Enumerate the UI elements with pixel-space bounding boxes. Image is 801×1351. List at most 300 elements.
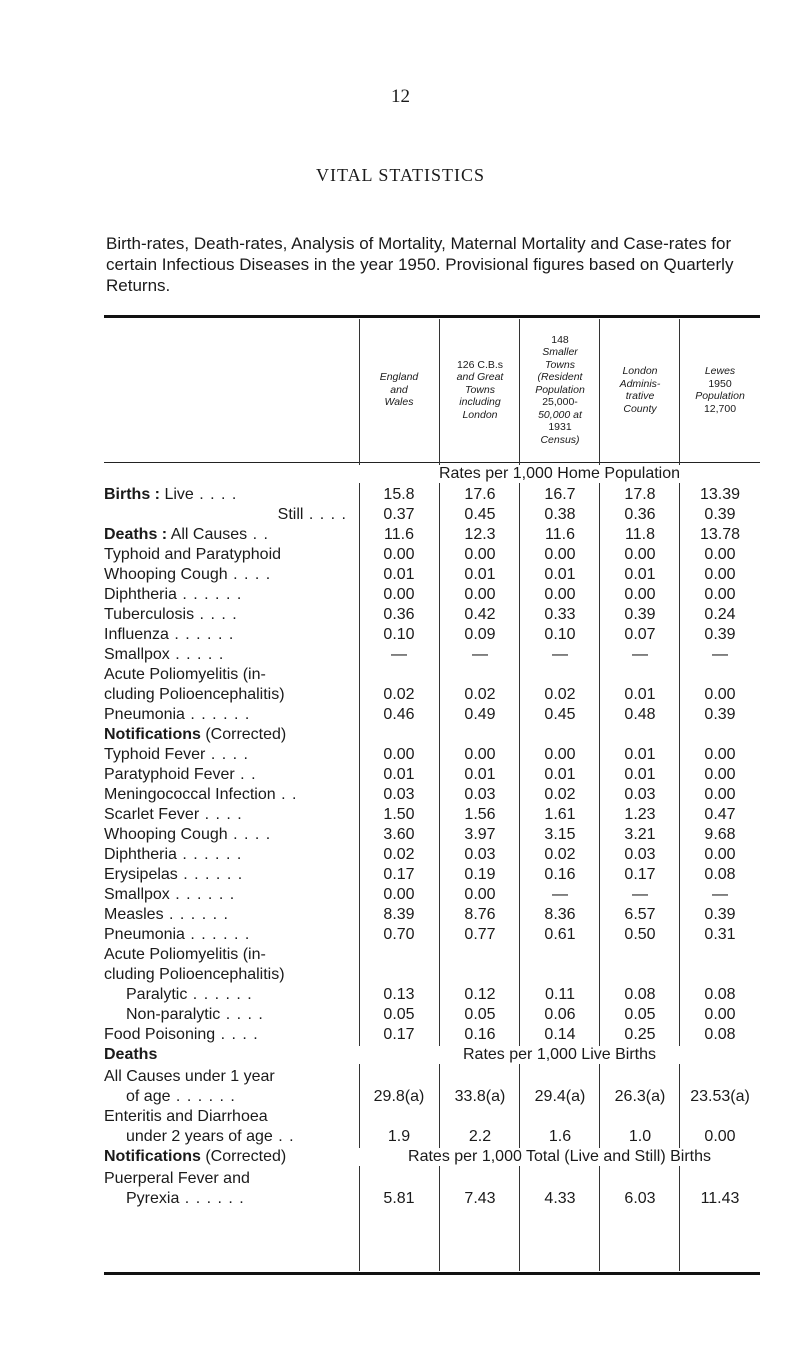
row-label-text: Acute Poliomyelitis (in- [104,946,266,963]
row-label [104,726,359,744]
table-cell: 11.6 [384,526,414,543]
table-cell: 0.31 [704,926,736,943]
leader-dots: . . [247,526,269,543]
row-label [104,686,359,704]
table-cell: 0.00 [704,846,736,863]
intro-paragraph: Birth-rates, Death-rates, Analysis of Mortality, Maternal Mortality and Case-rates for certain Infectious Diseases in the year 1950. Provisional figures based on Quarterly Returns. [106,234,734,295]
row-label-text: Still [277,506,304,523]
column-header-line: Adminis- [619,377,661,390]
table-row [104,806,760,826]
table-cell: 0.39 [704,506,736,523]
table-row [104,1068,760,1088]
table-row [104,1088,760,1108]
table-row [104,986,760,1006]
table-row [104,686,760,706]
row-label-text: Paralytic [126,986,188,1003]
page-number: 12 [391,86,410,107]
row-label-text: Diphtheria [104,846,177,863]
table-cell: 0.19 [464,866,496,883]
table-cell: — [632,886,648,903]
table-cell: 29.4(a) [534,1088,586,1105]
column-header-line: Wales [384,396,414,409]
table-cell: 0.17 [383,866,415,883]
table-cell: 8.36 [544,906,576,923]
row-label-rest: (Corrected) [200,1148,287,1165]
table-cell: 0.70 [383,926,415,943]
table-row [104,1026,760,1046]
column-header-line: and [390,383,408,396]
table-cell: 0.00 [383,886,415,903]
table-row [104,526,760,546]
table-cell: 3.97 [464,826,496,843]
table-bottom-rule [104,1272,760,1275]
leader-dots: . . . . [215,1026,259,1043]
row-label-text: Non-paralytic [126,1006,221,1023]
table-row [104,1128,760,1148]
column-header-line: London [622,365,658,377]
table-cell: 0.12 [464,986,496,1003]
table-cell: 0.01 [544,766,576,783]
table-cell: 0.03 [624,786,656,803]
table-cell: 8.76 [464,906,496,923]
table-cell: 15.8 [383,486,415,503]
table-cell: 0.03 [464,846,496,863]
row-label-text: Erysipelas [104,866,178,883]
table-cell: 0.02 [544,786,576,803]
row-label-text: Smallpox [104,646,170,663]
row-label-text: Typhoid Fever [104,746,206,763]
row-label-text: Influenza [104,626,169,643]
row-label [104,826,359,844]
row-label-text: Pneumonia [104,926,185,943]
row-label [104,526,359,544]
leader-dots: . . . . [220,1006,264,1023]
table-row [104,626,760,646]
table-cell: 11.8 [625,526,655,543]
table-row [104,846,760,866]
row-label [104,706,359,724]
table-cell: 0.02 [544,686,576,703]
table-cell: 0.02 [383,686,415,703]
row-label [104,766,359,784]
row-label-text: Scarlet Fever [104,806,200,823]
table-row [104,1006,760,1026]
row-label [104,986,381,1004]
table-cell: 0.00 [464,546,496,563]
table-cell: 0.42 [464,606,496,623]
table-cell: — [712,886,728,903]
table-cell: 0.37 [383,506,415,523]
table-cell: 7.43 [464,1190,496,1207]
row-label [104,486,359,504]
rate-basis-header: Rates per 1,000 Total (Live and Still) Births [359,1148,760,1166]
table-cell: 0.10 [544,626,576,643]
table-top-rule [104,315,760,318]
table-cell: 0.00 [383,746,415,763]
row-label-text: Food Poisoning [104,1026,216,1043]
table-cell: 0.33 [544,606,576,623]
column-header-line: Population [535,383,585,396]
row-label [104,806,359,824]
table-cell: — [472,646,488,663]
column-header-line: Towns [545,358,575,371]
row-label [104,926,359,944]
table-cell: 12.3 [464,526,496,543]
table-cell: — [552,646,568,663]
row-label [104,566,359,584]
column-header-line: 1931 [548,421,572,434]
table-cell: 0.50 [624,926,656,943]
column-header-line: England [379,371,419,384]
row-label [104,646,359,664]
column-header-line: Smaller [542,346,578,359]
table-cell: 0.08 [704,866,736,883]
leader-dots: . . . . . [169,646,225,663]
leader-dots: . . . . [193,486,238,503]
table-cell: 5.81 [383,1190,415,1207]
table-cell: 0.11 [545,986,575,1003]
row-label [104,506,347,524]
table-cell: 0.00 [704,746,736,763]
row-label [104,1128,381,1146]
table-cell: 0.49 [464,706,496,723]
table-cell: 0.00 [704,786,736,803]
column-header-line: 50,000 at [538,408,582,421]
table-cell: 0.46 [383,706,415,723]
table-cell: 29.8(a) [373,1088,425,1105]
leader-dots: . . . . [227,566,272,583]
row-label-text: Meningococcal Infection [104,786,276,803]
table-cell: 0.03 [383,786,415,803]
table-cell: 3.60 [383,826,415,843]
table-cell: 0.03 [624,846,656,863]
table-cell: 6.57 [624,906,656,923]
table-cell: 0.08 [624,986,656,1003]
table-cell: 4.33 [544,1190,576,1207]
table-cell: 0.01 [624,766,656,783]
leader-dots: . . . . . . [177,866,244,883]
table-row [104,666,760,686]
table-row [104,826,760,846]
table-cell: — [632,646,648,663]
table-cell: 3.15 [544,826,576,843]
leader-dots: . . . . [194,606,238,623]
table-cell: 11.6 [545,526,575,543]
rate-basis-header: Rates per 1,000 Live Births [359,1046,760,1064]
table-cell: 1.50 [383,806,415,823]
table-cell: 0.00 [704,1006,736,1023]
table-row [104,1170,760,1190]
row-label [104,1190,381,1208]
row-label [104,886,359,904]
table-cell: 17.6 [464,486,496,503]
table-cell: 0.61 [544,926,576,943]
row-label-rest: Live [160,486,194,503]
column-header-line: 148 [551,333,569,346]
column-header-line: 12,700 [703,402,737,415]
table-row [104,606,760,626]
row-label [104,866,359,884]
table-cell: 0.03 [464,786,496,803]
column-header [359,321,439,459]
table-row [104,506,760,526]
column-header [440,321,520,459]
table-cell: 0.00 [704,566,736,583]
table-cell: 0.10 [383,626,415,643]
table-cell: 0.00 [704,686,736,703]
table-cell: 0.02 [544,846,576,863]
table-cell: 0.07 [624,626,656,643]
table-cell: — [552,886,568,903]
row-label-rest: (Corrected) [200,726,287,743]
table-cell: 23.53(a) [690,1088,750,1105]
table-row [104,906,760,926]
column-header-line: Lewes [704,365,736,377]
table-row [104,566,760,586]
row-label [104,846,359,864]
table-cell: 0.00 [544,586,576,603]
table-cell: 9.68 [704,826,736,843]
row-label-text: Typhoid and Paratyphoid [104,546,282,563]
table-cell: 0.16 [544,866,576,883]
column-header [680,321,760,459]
row-label-heading: Births : [104,486,160,503]
row-label-text: Pneumonia [104,706,185,723]
leader-dots: . . . . [303,506,347,523]
table-cell: 1.6 [548,1128,572,1145]
table-cell: 0.45 [464,506,496,523]
table-row [104,766,760,786]
row-label-text: Measles [104,906,164,923]
leader-dots: . . . . . . [184,706,251,723]
row-label [104,1006,381,1024]
rate-basis-header: Rates per 1,000 Home Population [359,465,760,483]
table-cell: 0.77 [464,926,496,943]
table-cell: 0.36 [624,506,656,523]
table-cell: 6.03 [624,1190,656,1207]
table-cell: — [391,646,407,663]
table-cell: 0.38 [544,506,576,523]
table-cell: 0.01 [624,566,656,583]
table-cell: 1.56 [464,806,496,823]
table-cell: 0.00 [704,546,736,563]
row-label-text: Puerperal Fever and [104,1170,250,1187]
row-label [104,626,359,644]
table-cell: 1.9 [387,1128,411,1145]
row-label [104,1068,359,1086]
row-label-heading: Deaths : [104,526,168,543]
row-label-heading: Notifications [104,1148,201,1165]
table-cell: 0.00 [624,586,656,603]
table-cell: 0.06 [544,1006,576,1023]
table-cell: 0.39 [624,606,656,623]
column-header [520,321,600,459]
table-row [104,866,760,886]
table-cell: 0.36 [383,606,415,623]
table-cell: — [712,646,728,663]
table-row [104,546,760,566]
row-label-text: All Causes under 1 year [104,1068,275,1085]
row-label-text: cluding Polioencephalitis) [104,966,285,983]
row-label [104,1148,359,1166]
row-label [104,786,359,804]
row-label [104,606,359,624]
table-cell: 0.08 [704,986,736,1003]
row-label [104,1026,359,1044]
table-cell: 0.05 [383,1006,415,1023]
table-cell: 0.01 [383,566,415,583]
column-header-line: trative [625,390,655,402]
table-cell: 0.39 [704,626,736,643]
table-row [104,646,760,666]
column-header-line: 126 C.B.s [456,358,504,371]
table-cell: 0.00 [704,1128,736,1145]
table-row [104,1108,760,1128]
column-header-line: County [623,402,657,415]
row-label-text: Paratyphoid Fever [104,766,235,783]
table-cell: 8.39 [383,906,415,923]
table-row [104,786,760,806]
table-row [104,586,760,606]
table-cell: 0.17 [624,866,656,883]
row-label-text: Whooping Cough [104,826,228,843]
column-header [600,321,680,459]
table-row [104,946,760,966]
leader-dots: . . . . . . [169,886,236,903]
leader-dots: . . [234,766,257,783]
table-cell: 13.39 [699,486,741,503]
table-cell: 26.3(a) [614,1088,666,1105]
leader-dots: . . [275,786,298,803]
table-cell: 0.00 [464,586,496,603]
row-label [104,666,359,684]
row-label [104,586,359,604]
row-label-text: cluding Polioencephalitis) [104,686,285,703]
table-cell: 0.02 [383,846,415,863]
table-cell: 11.43 [700,1190,740,1207]
table-cell: 0.00 [464,746,496,763]
table-cell: 0.14 [544,1026,576,1043]
column-header-line: 1950 [708,377,732,390]
table-row [104,886,760,906]
table-cell: 16.7 [544,486,576,503]
row-label-heading: Deaths [104,1046,158,1063]
row-label-heading: Notifications [104,726,201,743]
row-label [104,1108,359,1126]
leader-dots: . . . . . . [179,1190,245,1207]
table-row [104,1190,760,1210]
table-cell: 0.16 [464,1026,496,1043]
column-header-line: 25,000- [542,396,578,409]
row-label [104,746,359,764]
leader-dots: . . . . . . [176,846,243,863]
row-label-text: of age [126,1088,171,1105]
leader-dots: . . . . . . [176,586,243,603]
table-cell: 0.13 [383,986,415,1003]
leader-dots: . . [272,1128,295,1145]
table-cell: 0.00 [464,886,496,903]
table-cell: 0.01 [624,686,656,703]
leader-dots: . . . . . . [168,626,235,643]
table-row [104,926,760,946]
row-label [104,906,359,924]
table-cell: 0.01 [464,766,496,783]
table-cell: 0.00 [544,746,576,763]
table-cell: 2.2 [468,1128,492,1145]
column-header-line: and Great [456,371,504,384]
row-label [104,1046,359,1064]
table-cell: 0.24 [704,606,736,623]
table-row [104,726,760,746]
row-label [104,1170,359,1188]
table-cell: 0.00 [383,546,415,563]
leader-dots: . . . . . . [184,926,251,943]
table-cell: 1.0 [628,1128,652,1145]
row-label [104,946,359,964]
row-label-text: under 2 years of age [126,1128,273,1145]
table-cell: 0.02 [464,686,496,703]
leader-dots: . . . . . . [170,1088,236,1105]
table-cell: 0.08 [704,1026,736,1043]
row-label-text: Smallpox [104,886,170,903]
table-cell: 0.17 [383,1026,415,1043]
column-header-line: (Resident [537,371,583,384]
table-row [104,486,760,506]
table-cell: 0.05 [464,1006,496,1023]
column-header-line: including [459,396,501,409]
table-row [104,746,760,766]
table-cell: 3.21 [624,826,656,843]
row-label [104,1088,381,1106]
table-row [104,966,760,986]
table-cell: 0.01 [624,746,656,763]
table-cell: 0.09 [464,626,496,643]
row-label-text: Pyrexia [126,1190,180,1207]
table-row [104,706,760,726]
column-header-line: London [462,408,498,421]
row-label [104,546,359,564]
row-label-text: Whooping Cough [104,566,228,583]
column-header-line: Population [695,390,745,402]
row-label-rest: All Causes [167,526,248,543]
table-cell: 0.00 [544,546,576,563]
table-cell: 0.48 [624,706,656,723]
table-cell: 17.8 [624,486,656,503]
row-label-text: Tuberculosis [104,606,195,623]
table-cell: 1.23 [624,806,656,823]
row-label [104,966,359,984]
table-cell: 1.61 [544,806,576,823]
header-rule [104,462,760,463]
leader-dots: . . . . [205,746,249,763]
table-cell: 0.45 [544,706,576,723]
table-cell: 13.78 [699,526,741,543]
table-cell: 33.8(a) [454,1088,506,1105]
page-title: VITAL STATISTICS [316,165,485,185]
table-cell: 0.25 [624,1026,656,1043]
table-cell: 0.39 [704,706,736,723]
table-cell: 0.01 [383,766,415,783]
table-cell: 0.00 [704,766,736,783]
row-label-text: Acute Poliomyelitis (in- [104,666,266,683]
leader-dots: . . . . [199,806,243,823]
table-cell: 0.39 [704,906,736,923]
table-cell: 0.05 [624,1006,656,1023]
vital-statistics-table [104,315,760,1275]
table-cell: 0.00 [624,546,656,563]
row-label-text: Diphtheria [104,586,177,603]
table-cell: 0.47 [704,806,736,823]
